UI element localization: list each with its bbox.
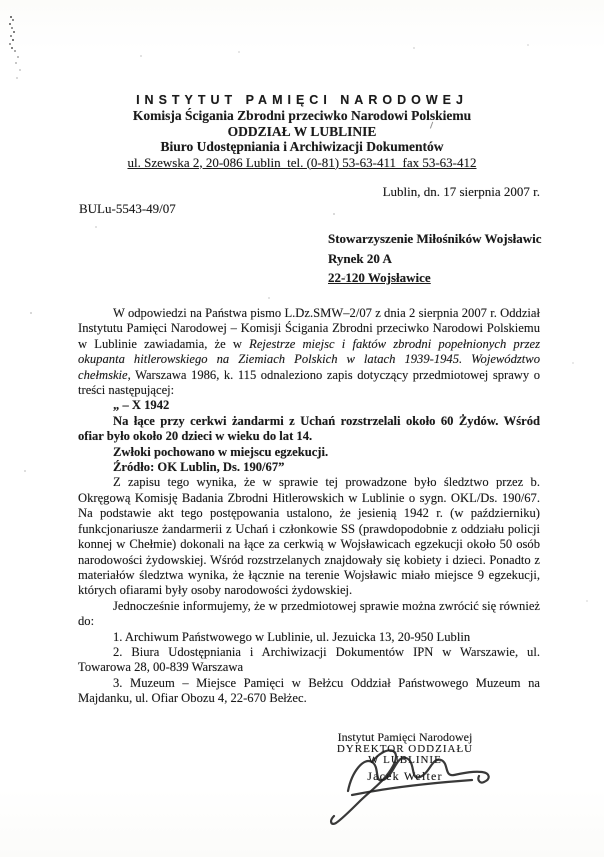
handwritten-signature [322, 739, 507, 839]
quote-line-burial: Zwłoki pochowano w miejscu egzekucji. [113, 444, 329, 459]
quote-line-source: Źródło: OK Lublin, Ds. 190/67” [113, 460, 285, 475]
paragraph-findings: Z zapisu tego wynika, że w sprawie tej prowadzone było śledztwo przez b. Okręgową Komisję Badania Zbrodni Hitlerowskich w Lublinie o sygn. OKL/Ds. 190/67. Na podstawie akt tego postępowania ustalono, że jesienią 1942 r. (w październiku) funkcjonariusze żandarmerii z Uchań i członkowie SS (prawdopodobnie z oddziału policji konnej w Chełmie) dokonali na łące za cerkwią w Wojsławicach egzekucji około 50 osób narodowości żydowskiej. Wśród rozstrzelanych znajdowały się kobiety i dzieci. Ponadto z materiałów śledztwa wynika, że łącznie na terenie Wojsławic miało miejsce 9 egzekucji, których ofiarami były osoby narodowości żydowskiej. [78, 475, 540, 598]
org-address: ul. Szewska 2, 20-086 Lublin tel. (0-81) 53-63-411 fax 53-63-412 [127, 154, 477, 170]
recipient-city: 22-120 Wojsławice [328, 270, 431, 285]
dateline: Lublin, dn. 17 sierpnia 2007 r. [382, 184, 540, 199]
referral-item-archive: 1. Archiwum Państwowego w Lublinie, ul. Jezuicka 13, 20-950 Lublin [113, 629, 471, 644]
intro-text-end: , Warszawa 1986, k. 115 odnaleziono zapis dotyczący przedmiotowej sprawy o treści następującej: [78, 367, 540, 398]
referral-item-ipn-warsaw: 2. Biura Udostępniania i Archiwizacji Dokumentów IPN w Warszawie, ul. Towarowa 28, 00-839 Warszawa [78, 644, 540, 675]
letterhead [0, 93, 604, 171]
signature-name: Jacek Welter [367, 768, 443, 783]
paragraph-intro [78, 306, 540, 398]
reference-number: BULu-5543-49/07 [79, 201, 176, 216]
org-branch: ODDZIAŁ W LUBLINIE [227, 123, 377, 139]
quote-line-event: Na łące przy cerkwi żandarmi z Uchań rozstrzelali około 60 Żydów. Wśród ofiar było około 20 dzieci w wieku do lat 14. [78, 413, 540, 444]
signature-org: Instytut Pamięci Narodowej [337, 730, 473, 744]
referral-item-belzec-museum: 3. Muzeum – Miejsce Pamięci w Bełżcu Oddział Państwowego Muzeum na Majdanku, ul. Ofiar Obozu 4, 22-670 Bełżec. [78, 675, 540, 706]
paragraph-referral-intro: Jednocześnie informujemy, że w przedmiotowej sprawie można zwrócić się również do: [78, 598, 540, 629]
quote-line-date: „ – X 1942 [113, 398, 170, 413]
signature-title-director: DYREKTOR ODDZIAŁU [336, 742, 474, 755]
recipient-street: Rynek 20 A [328, 250, 392, 266]
intro-text-start: W odpowiedzi na Państwa pismo L.Dz.SMW–2/07 z dnia 2 sierpnia 2007 r. Oddział Instytutu Pamięci Narodowej – Komisji Ścigania Zbrodni przeciwko Narodowi Polskiemu w Lublinie zawiadamia, że w [78, 306, 540, 351]
recipient-name: Stowarzyszenie Miłośników Wojsławic [328, 231, 542, 246]
org-commission: Komisja Ścigania Zbrodni przeciwko Narodowi Polskiemu [132, 108, 472, 123]
scan-smudge-artifact [9, 14, 11, 16]
signature-title-location: W LUBLINIE [368, 754, 442, 766]
signature-stroke-cross [352, 780, 472, 795]
recipient-block [328, 229, 542, 288]
signature-stroke-main [348, 758, 489, 791]
letter-body [78, 306, 540, 707]
org-name: INSTYTUT PAMIĘCI NARODOWEJ [136, 93, 468, 107]
org-bureau: Biuro Udostępniania i Archiwizacji Dokumentów [160, 139, 444, 154]
register-title-citation: Rejestrze miejsc i faktów zbrodni popełnionych przez okupanta hitlerowskiego na Ziemiach Polskich w latach 1939-1945. Województwo chełmskie [78, 336, 540, 382]
scan-speck-artifacts [0, 0, 2, 2]
